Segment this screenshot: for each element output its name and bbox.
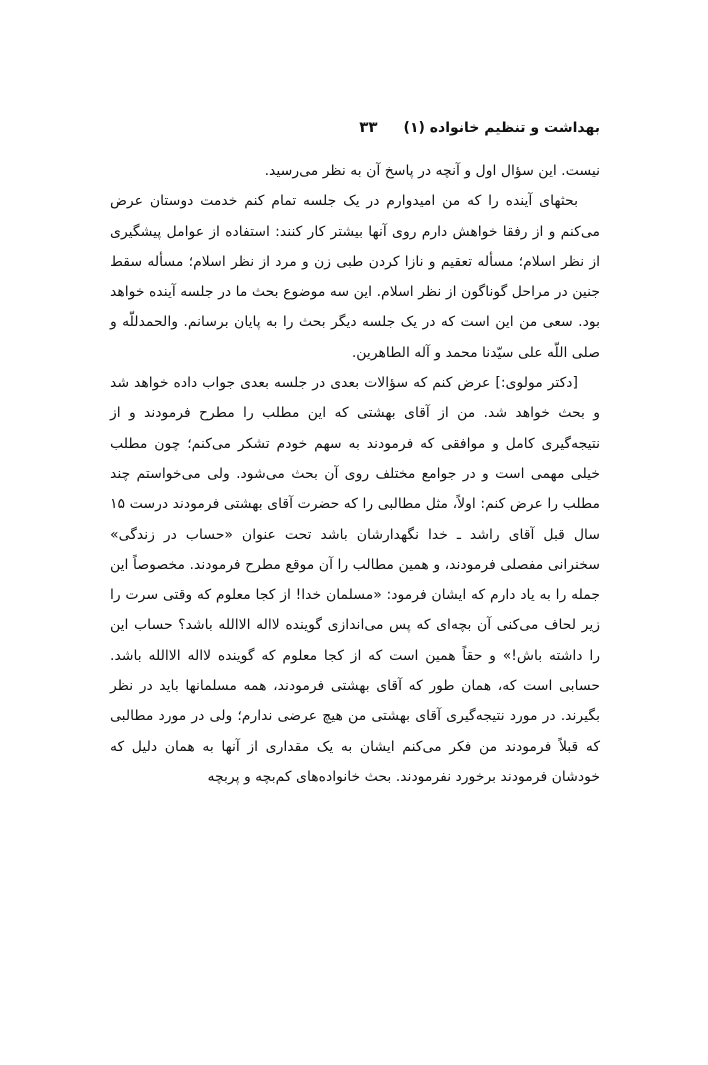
paragraph: بحثهای آینده را که من امیدوارم در یک جلسه تمام کنم خدمت دوستان عرض می‌کنم و از رفقا خواهش دارم روی آنها بیشتر کار کنند: استفاده از عوامل پیشگیری از نظر اسلام؛ مسأله تعقیم و نازا کردن طبی زن و مرد از نظر اسلام؛ مسأله سقط جنین در مراحل گوناگون از نظر اسلام. این سه موضوع بحث ما در جلسه آینده خواهد بود. سعی من این است که در یک جلسه دیگر بحث را به پایان برسانم. والحمدللّه و صلی اللّه علی سیّدنا محمد و آله الطاهرین. (110, 193, 600, 361)
paragraph: [دکتر مولوی:] عرض کنم که سؤالات بعدی در جلسه بعدی جواب داده خواهد شد و بحث خواهد شد. من از آقای بهشتی که این مطلب را مطرح فرمودند و از نتیجه‌گیری کامل و موافقی که فرمودند به سهم خودم تشکر می‌کنم؛ چون مطلب خیلی مهمی است و در جوامع مختلف روی آن بحث می‌شود. ولی می‌خواستم چند مطلب را عرض کنم: اولاً، مثل مطالبی را که حضرت آقای بهشتی فرمودند درست ۱۵ سال قبل آقای راشد ـ خدا نگهدارشان باشد تحت عنوان «حساب در زندگی» سخنرانی مفصلی فرمودند، و همین مطالب را آن موقع مطرح فرمودند. مخصوصاً این جمله را به یاد دارم که ایشان فرمود: «مسلمان خدا! از کجا معلوم که وقتی سرت را زیر لحاف می‌کنی آن بچه‌ای که پس می‌اندازی گوینده لااله الاالله باشد؟ حساب این را داشته باش!» و حقاً همین است که از کجا معلوم که گوینده لااله الاالله باشد. حسابی است که، همان طور که آقای بهشتی فرمودند، همه مسلمانها باید در نظر بگیرند. در مورد نتیجه‌گیری آقای بهشتی من هیچ عرضی ندارم؛ ولی در مورد مطالبی که قبلاً فرمودند من فکر می‌کنم ایشان به یک مقداری از آنها به همان دلیل که خودشان فرمودند برخورد نفرمودند. بحث خانواده‌های کم‌بچه و پربچه (110, 375, 600, 785)
paragraph: نیست. این سؤال اول و آنچه در پاسخ آن به نظر می‌رسید. (264, 163, 600, 179)
page-number: ۳۳ (359, 118, 378, 136)
body-text (110, 156, 600, 792)
running-head (110, 118, 600, 144)
running-title: بهداشت و تنظیم خانواده (۱) (403, 120, 600, 136)
book-page (110, 118, 600, 792)
